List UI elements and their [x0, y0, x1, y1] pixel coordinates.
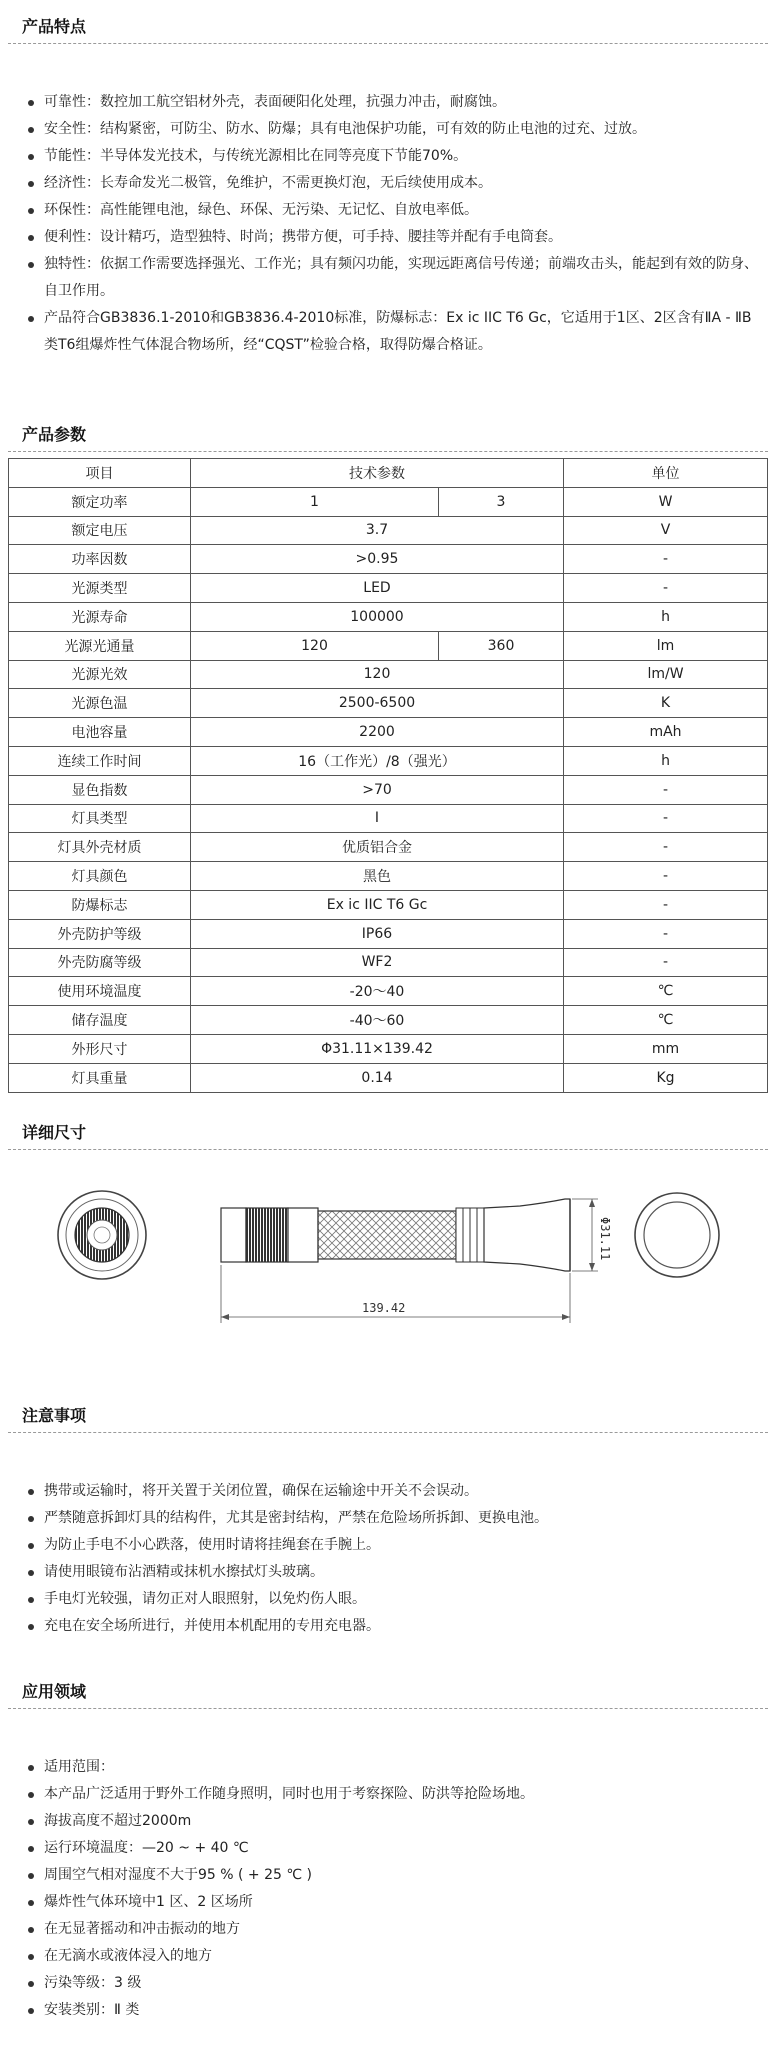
list-item: 携带或运输时，将开关置于关闭位置，确保在运输途中开关不会误动。 [22, 1478, 762, 1505]
back-view [635, 1193, 719, 1277]
section-title: 注意事项 [22, 1406, 87, 1425]
params-section [0, 408, 776, 452]
param-name-cell: 光源类型 [9, 574, 191, 603]
list-item: 产品符合GB3836.1-2010和GB3836.4-2010标准，防爆标志：Ex ic IIC T6 Gc，它适用于1区、2区含有ⅡA - ⅡB类T6组爆炸性气体混合物场所，经“CQST”检验合格，取得防爆合格证。 [22, 305, 762, 359]
list-item: 污染等级：3 级 [22, 1970, 762, 1997]
param-unit-cell: mAh [564, 718, 768, 747]
application-header [0, 1665, 776, 1709]
param-name-cell: 显色指数 [9, 775, 191, 804]
param-value-cell: -20～40 [191, 977, 564, 1006]
list-item: 节能性：半导体发光技术，与传统光源相比在同等亮度下节能70%。 [22, 143, 762, 170]
param-value-cell: 360 [439, 631, 564, 660]
list-item: 充电在安全场所进行，并使用本机配用的专用充电器。 [22, 1613, 762, 1640]
table-row [9, 516, 768, 545]
param-value-cell: >0.95 [191, 545, 564, 574]
dimension-drawing [0, 1175, 776, 1350]
list-item: 海拔高度不超过2000m [22, 1808, 762, 1835]
param-unit-cell: ℃ [564, 1006, 768, 1035]
param-name-cell: 防爆标志 [9, 890, 191, 919]
features-header [0, 0, 776, 44]
list-item: 请使用眼镜布沾酒精或抹机水擦拭灯头玻璃。 [22, 1559, 762, 1586]
param-value-cell: -40～60 [191, 1006, 564, 1035]
application-list [22, 1754, 762, 2024]
param-unit-cell: - [564, 574, 768, 603]
section-title: 产品特点 [22, 17, 87, 36]
list-item: 安装类别：Ⅱ 类 [22, 1997, 762, 2024]
table-header-row [9, 459, 768, 488]
section-title: 应用领域 [22, 1682, 87, 1701]
param-name-cell: 光源光效 [9, 660, 191, 689]
param-value-cell: 120 [191, 660, 564, 689]
list-item: 经济性：长寿命发光二极管，免维护，不需更换灯泡，无后续使用成本。 [22, 170, 762, 197]
params-header [0, 408, 776, 452]
list-item: 在无显著摇动和冲击振动的地方 [22, 1916, 762, 1943]
list-item: 可靠性：数控加工航空铝材外壳，表面硬阳化处理，抗强力冲击，耐腐蚀。 [22, 89, 762, 116]
param-unit-cell: - [564, 833, 768, 862]
param-value-cell: LED [191, 574, 564, 603]
list-item: 爆炸性气体环境中1 区、2 区场所 [22, 1889, 762, 1916]
param-unit-cell: V [564, 516, 768, 545]
list-item: 便利性：设计精巧，造型独特、时尚；携带方便，可手持、腰挂等并配有手电筒套。 [22, 224, 762, 251]
param-value-cell: 3 [439, 487, 564, 516]
param-name-cell: 使用环境温度 [9, 977, 191, 1006]
param-value-cell: Ex ic IIC T6 Gc [191, 890, 564, 919]
param-value-cell: 16（工作光）/8（强光） [191, 746, 564, 775]
param-name-cell: 灯具颜色 [9, 862, 191, 891]
param-name-cell: 储存温度 [9, 1006, 191, 1035]
table-row [9, 977, 768, 1006]
param-name-cell: 灯具重量 [9, 1063, 191, 1092]
table-row [9, 718, 768, 747]
param-name-cell: 额定功率 [9, 487, 191, 516]
list-item: 手电灯光较强，请勿正对人眼照射，以免灼伤人眼。 [22, 1586, 762, 1613]
divider [8, 43, 768, 44]
param-value-cell: I [191, 804, 564, 833]
param-unit-cell: - [564, 545, 768, 574]
params-table [8, 458, 768, 1093]
divider [8, 1432, 768, 1433]
param-name-cell: 功率因数 [9, 545, 191, 574]
param-value-cell: >70 [191, 775, 564, 804]
param-value-cell: 黑色 [191, 862, 564, 891]
table-row [9, 574, 768, 603]
divider [8, 1708, 768, 1709]
param-name-cell: 光源色温 [9, 689, 191, 718]
table-row [9, 1006, 768, 1035]
param-name-cell: 灯具类型 [9, 804, 191, 833]
param-name-cell: 光源寿命 [9, 602, 191, 631]
list-item: 独特性：依据工作需要选择强光、工作光；具有频闪功能，实现远距离信号传递；前端攻击头，能起到有效的防身、自卫作用。 [22, 251, 762, 305]
param-value-cell: 1 [191, 487, 439, 516]
param-unit-cell: - [564, 862, 768, 891]
table-row [9, 602, 768, 631]
table-row [9, 862, 768, 891]
column-header: 单位 [564, 459, 768, 488]
param-unit-cell: h [564, 602, 768, 631]
param-name-cell: 额定电压 [9, 516, 191, 545]
param-value-cell: 0.14 [191, 1063, 564, 1092]
param-value-cell: IP66 [191, 919, 564, 948]
front-view [58, 1191, 146, 1279]
param-value-cell: 120 [191, 631, 439, 660]
param-name-cell: 光源光通量 [9, 631, 191, 660]
list-item: 安全性：结构紧密，可防尘、防水、防爆；具有电池保护功能，可有效的防止电池的过充、过放。 [22, 116, 762, 143]
notes-section [0, 1389, 776, 1634]
table-row [9, 631, 768, 660]
list-item: 适用范围： [22, 1754, 762, 1781]
table-row [9, 1034, 768, 1063]
param-unit-cell: - [564, 775, 768, 804]
param-value-cell: 2500-6500 [191, 689, 564, 718]
table-row [9, 487, 768, 516]
table-row [9, 948, 768, 977]
list-item: 本产品广泛适用于野外工作随身照明，同时也用于考察探险、防洪等抢险场地。 [22, 1781, 762, 1808]
param-unit-cell: h [564, 746, 768, 775]
diameter-dimension-label: Φ31.11 [598, 1217, 612, 1261]
param-value-cell: WF2 [191, 948, 564, 977]
length-dimension-label: 139.42 [362, 1301, 406, 1315]
table-row [9, 775, 768, 804]
table-row [9, 545, 768, 574]
param-value-cell: 优质铝合金 [191, 833, 564, 862]
param-unit-cell: - [564, 948, 768, 977]
table-row [9, 1063, 768, 1092]
list-item: 严禁随意拆卸灯具的结构件，尤其是密封结构，严禁在危险场所拆卸、更换电池。 [22, 1505, 762, 1532]
param-value-cell: 3.7 [191, 516, 564, 545]
param-unit-cell: Kg [564, 1063, 768, 1092]
dimensions-header [0, 1106, 776, 1150]
param-unit-cell: K [564, 689, 768, 718]
param-name-cell: 灯具外壳材质 [9, 833, 191, 862]
table-row [9, 660, 768, 689]
param-name-cell: 连续工作时间 [9, 746, 191, 775]
features-section [0, 0, 776, 353]
param-unit-cell: - [564, 890, 768, 919]
table-row [9, 804, 768, 833]
features-list [22, 89, 762, 359]
notes-list [22, 1478, 762, 1640]
section-title: 详细尺寸 [22, 1123, 87, 1142]
section-title: 产品参数 [22, 425, 87, 444]
param-value-cell: 100000 [191, 602, 564, 631]
side-view [221, 1199, 612, 1323]
table-row [9, 890, 768, 919]
list-item: 在无滴水或液体浸入的地方 [22, 1943, 762, 1970]
list-item: 为防止手电不小心跌落，使用时请将挂绳套在手腕上。 [22, 1532, 762, 1559]
param-unit-cell: lm [564, 631, 768, 660]
table-row [9, 833, 768, 862]
table-row [9, 919, 768, 948]
table-row [9, 689, 768, 718]
dimensions-section [0, 1106, 776, 1150]
list-item: 运行环境温度：—20 ~ + 40 ℃ [22, 1835, 762, 1862]
table-row [9, 746, 768, 775]
param-name-cell: 外壳防腐等级 [9, 948, 191, 977]
param-unit-cell: lm/W [564, 660, 768, 689]
param-unit-cell: - [564, 919, 768, 948]
divider [8, 451, 768, 452]
list-item: 周围空气相对湿度不大于95 % ( + 25 ℃ ) [22, 1862, 762, 1889]
param-unit-cell: W [564, 487, 768, 516]
column-header: 项目 [9, 459, 191, 488]
param-value-cell: 2200 [191, 718, 564, 747]
param-name-cell: 外壳防护等级 [9, 919, 191, 948]
param-unit-cell: - [564, 804, 768, 833]
list-item: 环保性：高性能锂电池，绿色、环保、无污染、无记忆、自放电率低。 [22, 197, 762, 224]
param-unit-cell: mm [564, 1034, 768, 1063]
divider [8, 1149, 768, 1150]
param-name-cell: 电池容量 [9, 718, 191, 747]
application-section [0, 1665, 776, 2018]
param-name-cell: 外形尺寸 [9, 1034, 191, 1063]
column-header: 技术参数 [191, 459, 564, 488]
param-unit-cell: ℃ [564, 977, 768, 1006]
notes-header [0, 1389, 776, 1433]
param-value-cell: Φ31.11×139.42 [191, 1034, 564, 1063]
